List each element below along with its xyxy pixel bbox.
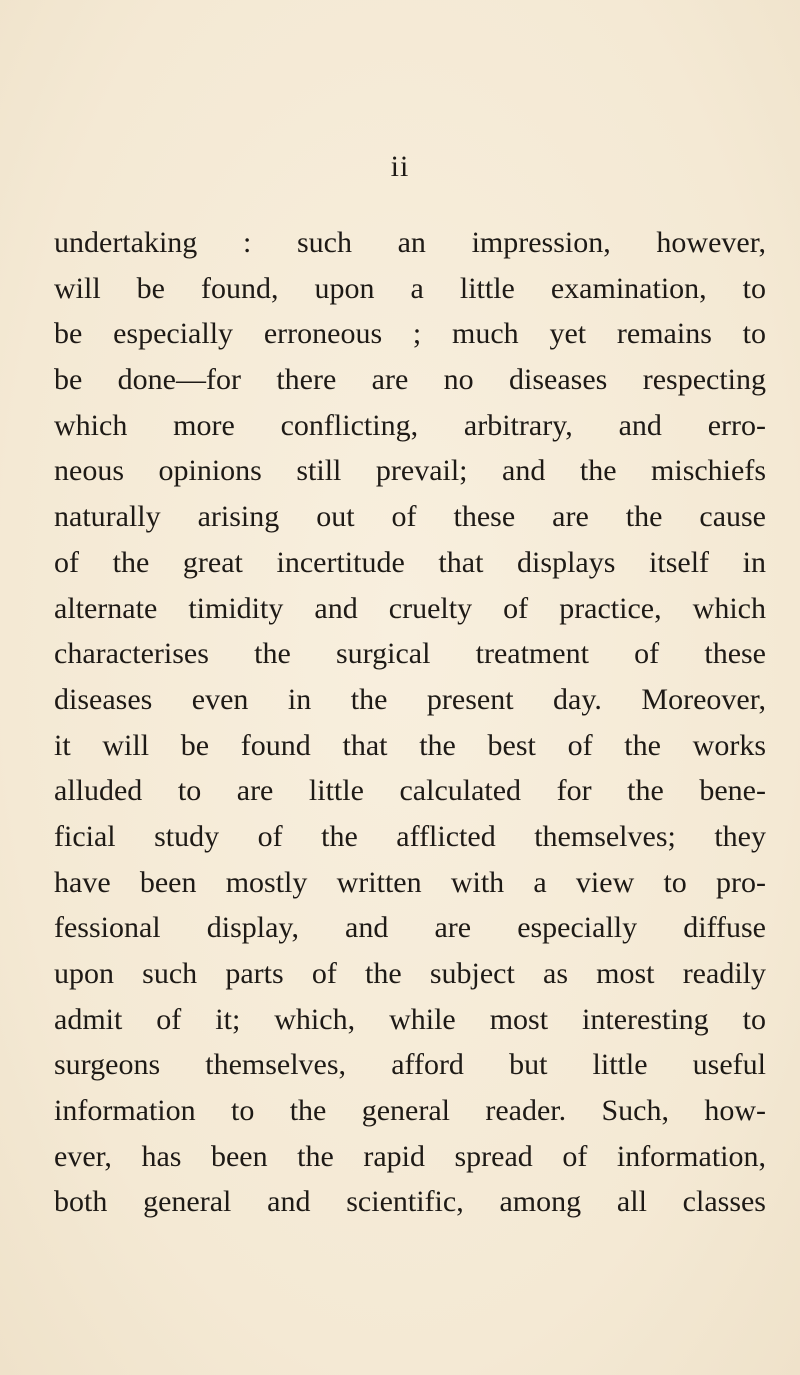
text-line: neous opinions still prevail; and the mischiefs bbox=[54, 454, 766, 488]
text-line: be done—for there are no diseases respecting bbox=[54, 363, 766, 397]
text-line: diseases even in the present day. Moreover, bbox=[54, 682, 766, 716]
text-line: surgeons themselves, afford but little useful bbox=[54, 1048, 766, 1082]
text-line: alternate timidity and cruelty of practice, which bbox=[54, 591, 766, 625]
text-line: undertaking : such an impression, however, bbox=[54, 226, 766, 259]
text-line: information to the general reader. Such, how- bbox=[54, 1094, 766, 1128]
text-line: both general and scientific, among all classes bbox=[54, 1185, 766, 1219]
text-line: alluded to are little calculated for the bene- bbox=[54, 774, 766, 808]
text-line: naturally arising out of these are the cause bbox=[54, 500, 766, 534]
text-line: admit of it; which, while most interesting to bbox=[54, 1002, 766, 1036]
text-line: of the great incertitude that displays itself in bbox=[54, 545, 766, 579]
text-line: ficial study of the afflicted themselves; they bbox=[54, 819, 766, 853]
text-line: ever, has been the rapid spread of information, bbox=[54, 1139, 766, 1173]
text-line: fessional display, and are especially diffuse bbox=[54, 911, 766, 945]
text-line: characterises the surgical treatment of these bbox=[54, 637, 766, 671]
text-line: it will be found that the best of the works bbox=[54, 728, 766, 762]
body-text bbox=[54, 220, 766, 1225]
text-line: upon such parts of the subject as most readily bbox=[54, 957, 766, 990]
text-line: have been mostly written with a view to pro- bbox=[54, 865, 766, 899]
text-line: be especially erroneous ; much yet remains to bbox=[54, 317, 766, 351]
text-line: will be found, upon a little examination, to bbox=[54, 271, 766, 305]
page-number: ii bbox=[390, 150, 410, 183]
text-line: which more conflicting, arbitrary, and erro- bbox=[54, 408, 766, 442]
